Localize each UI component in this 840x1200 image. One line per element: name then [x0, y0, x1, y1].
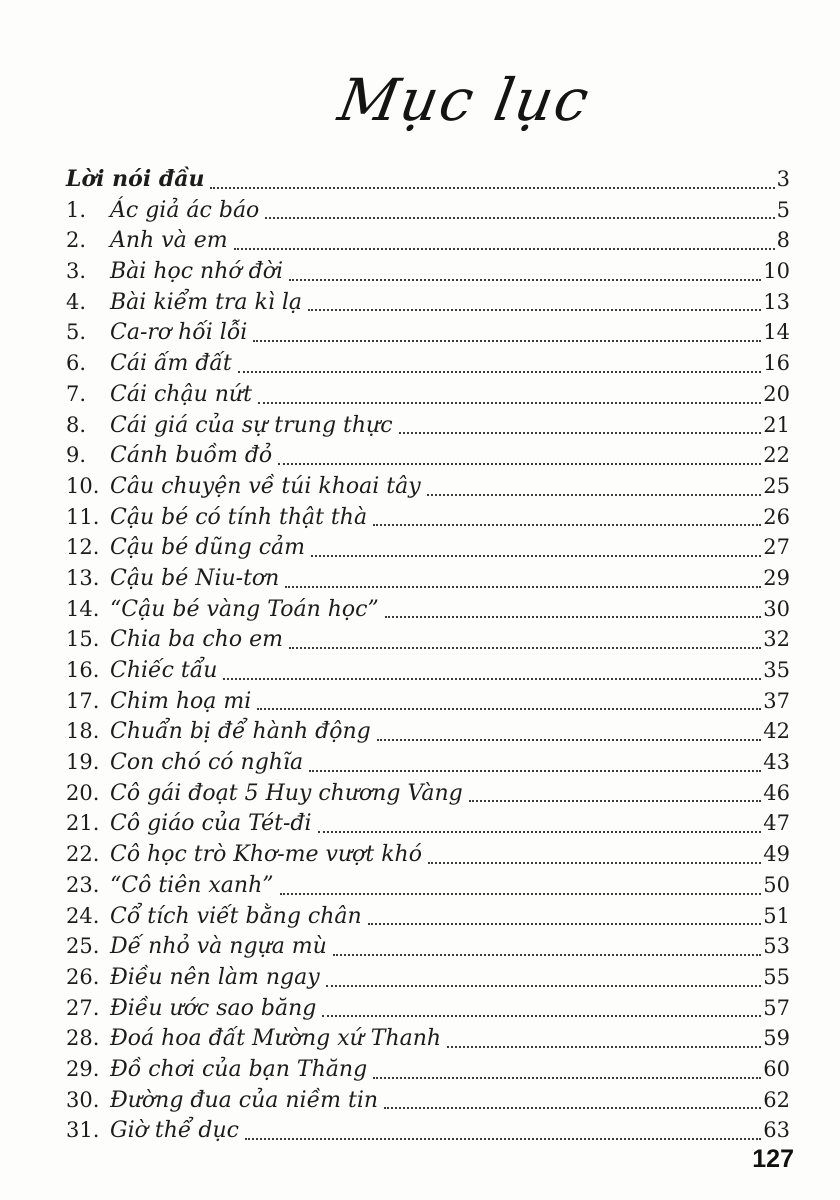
entry-page-number: 46 [763, 780, 790, 805]
dot-leader [377, 739, 762, 741]
toc-entry-row [66, 348, 790, 379]
entry-number: 18. [66, 719, 100, 744]
entry-number: 11. [66, 504, 100, 529]
entry-number: 1. [66, 197, 87, 222]
dot-leader [253, 340, 761, 342]
entry-page-number: 49 [763, 842, 790, 867]
toc-entry-row [66, 410, 790, 441]
entry-number: 3. [66, 259, 87, 284]
toc-entry-row [66, 655, 790, 686]
dot-leader [373, 524, 761, 526]
entry-title: Cái giá của sự trung thực [110, 412, 393, 438]
entry-title: Cổ tích viết bằng chân [110, 903, 362, 929]
entry-title: Chim hoạ mi [110, 688, 252, 714]
dot-leader [428, 862, 761, 864]
toc-list [66, 164, 790, 1146]
entry-page-number: 63 [763, 1118, 790, 1143]
toc-entry-row [66, 225, 790, 256]
entry-page-number: 10 [763, 259, 790, 284]
entry-page-number: 47 [763, 811, 790, 836]
entry-title: Cái ấm đất [110, 351, 232, 377]
entry-number: 21. [66, 811, 100, 836]
dot-leader [278, 463, 761, 465]
dot-leader [245, 1138, 761, 1140]
entry-title: Đồ chơi của bạn Thăng [110, 1056, 368, 1082]
entry-title: Cánh buồm đỏ [110, 443, 273, 469]
entry-number: 24. [66, 903, 100, 928]
toc-entry-row [66, 532, 790, 563]
dot-leader [258, 402, 761, 404]
entry-number: 22. [66, 842, 100, 867]
dot-leader [308, 309, 761, 311]
entry-title: Bài kiểm tra kì lạ [110, 289, 303, 315]
dot-leader [322, 1015, 761, 1017]
entry-page-number: 42 [763, 719, 790, 744]
toc-entry-row [66, 686, 790, 717]
entry-page-number: 21 [763, 412, 790, 437]
entry-title: Cậu bé dũng cảm [110, 535, 306, 561]
dot-leader [385, 616, 762, 618]
dot-leader [223, 678, 761, 680]
entry-page-number: 43 [763, 750, 790, 775]
toc-entry-row [66, 931, 790, 962]
dot-leader [333, 954, 761, 956]
entry-page-number: 29 [763, 565, 790, 590]
toc-entry-row [66, 471, 790, 502]
entry-page-number: 13 [763, 289, 790, 314]
dot-leader [234, 248, 775, 250]
entry-number: 13. [66, 565, 100, 590]
entry-title: Ác giả ác báo [110, 197, 260, 223]
entry-page-number: 22 [763, 443, 790, 468]
entry-page-number: 55 [763, 964, 790, 989]
dot-leader [469, 800, 762, 802]
entry-page-number: 51 [763, 903, 790, 928]
toc-entry-row [66, 563, 790, 594]
dot-leader [289, 647, 761, 649]
entry-page-number: 5 [776, 197, 790, 222]
entry-title: Dế nhỏ và ngựa mù [110, 934, 327, 960]
page-number: 127 [752, 1145, 794, 1173]
entry-number: 20. [66, 780, 100, 805]
entry-page-number: 26 [763, 504, 790, 529]
entry-title: Cô gái đoạt 5 Huy chương Vàng [110, 780, 463, 806]
preface-page-number: 3 [776, 167, 790, 191]
entry-page-number: 50 [763, 872, 790, 897]
dot-leader [427, 494, 762, 496]
entry-title: Con chó có nghĩa [110, 750, 304, 776]
entry-title: Đoá hoa đất Mường xứ Thanh [110, 1026, 442, 1052]
toc-entry-row [66, 1023, 790, 1054]
entry-number: 9. [66, 443, 87, 468]
entry-page-number: 37 [763, 688, 790, 713]
toc-entry-row [66, 440, 790, 471]
entry-number: 7. [66, 381, 87, 406]
entry-title: Cậu bé Niu-tơn [110, 565, 280, 591]
dot-leader [289, 279, 761, 281]
entry-page-number: 32 [763, 627, 790, 652]
entry-title: Chuẩn bị để hành động [110, 719, 371, 745]
entry-number: 10. [66, 473, 100, 498]
toc-entry-row [66, 502, 790, 533]
toc-entry-row [66, 901, 790, 932]
dot-leader [238, 371, 762, 373]
toc-preface-row [66, 164, 790, 195]
entry-title: Ca-rơ hối lỗi [110, 320, 248, 346]
entry-page-number: 25 [763, 473, 790, 498]
preface-label: Lời nói đầu [66, 166, 205, 192]
dot-leader [309, 770, 761, 772]
dot-leader [368, 923, 762, 925]
entry-page-number: 53 [763, 934, 790, 959]
toc-entry-row [66, 778, 790, 809]
entry-number: 17. [66, 688, 100, 713]
entry-number: 26. [66, 964, 100, 989]
dot-leader [210, 187, 774, 189]
dot-leader [257, 708, 761, 710]
toc-entry-row [66, 317, 790, 348]
entry-number: 2. [66, 228, 87, 253]
entry-number: 14. [66, 596, 100, 621]
entry-title: “Cậu bé vàng Toán học” [110, 596, 379, 622]
dot-leader [326, 985, 762, 987]
entry-number: 5. [66, 320, 87, 345]
entry-number: 31. [66, 1118, 100, 1143]
toc-entry-row [66, 379, 790, 410]
entry-number: 8. [66, 412, 87, 437]
entry-number: 6. [66, 351, 87, 376]
dot-leader [265, 217, 774, 219]
entry-number: 15. [66, 627, 100, 652]
toc-entry-row [66, 287, 790, 318]
entry-title: Bài học nhớ đời [110, 259, 283, 285]
entry-title: Anh và em [110, 228, 228, 254]
entry-title: Chia ba cho em [110, 627, 283, 653]
toc-entry-row [66, 839, 790, 870]
dot-leader [280, 893, 762, 895]
toc-entry-row [66, 624, 790, 655]
entry-title: Cậu bé có tính thật thà [110, 504, 368, 530]
toc-entry-row [66, 716, 790, 747]
entry-number: 28. [66, 1026, 100, 1051]
entry-number: 12. [66, 535, 100, 560]
dot-leader [311, 555, 761, 557]
entry-page-number: 27 [763, 535, 790, 560]
dot-leader [285, 586, 761, 588]
entry-number: 25. [66, 934, 100, 959]
entry-title: “Cô tiên xanh” [110, 872, 274, 898]
entry-title: Đường đua của niềm tin [110, 1087, 379, 1113]
entry-page-number: 8 [776, 228, 790, 253]
entry-page-number: 16 [763, 351, 790, 376]
toc-entry-row [66, 747, 790, 778]
toc-entries [66, 195, 790, 1146]
entry-number: 29. [66, 1056, 100, 1081]
entry-number: 27. [66, 995, 100, 1020]
entry-number: 30. [66, 1087, 100, 1112]
dot-leader [384, 1107, 761, 1109]
entry-page-number: 59 [763, 1026, 790, 1051]
toc-entry-row [66, 1115, 790, 1146]
toc-entry-row [66, 256, 790, 287]
entry-number: 23. [66, 872, 100, 897]
entry-title: Cô học trò Khơ-me vượt khó [110, 842, 422, 868]
entry-page-number: 14 [763, 320, 790, 345]
entry-title: Giờ thể dục [110, 1118, 239, 1144]
entry-title: Câu chuyện về túi khoai tây [110, 473, 421, 499]
toc-entry-row [66, 195, 790, 226]
entry-page-number: 35 [763, 658, 790, 682]
toc-entry-row [66, 870, 790, 901]
entry-title: Điều nên làm ngay [110, 964, 320, 990]
dot-leader [373, 1077, 761, 1079]
page-title: Mục lục [333, 66, 596, 134]
toc-entry-row [66, 594, 790, 625]
toc-entry-row [66, 1054, 790, 1085]
entry-page-number: 62 [763, 1087, 790, 1112]
entry-number: 16. [66, 658, 100, 682]
entry-page-number: 60 [763, 1056, 790, 1081]
entry-number: 19. [66, 750, 100, 775]
toc-entry-row [66, 1085, 790, 1116]
entry-page-number: 20 [763, 381, 790, 406]
entry-title: Cái chậu nứt [110, 381, 252, 407]
toc-entry-row [66, 808, 790, 839]
entry-page-number: 57 [763, 995, 790, 1020]
entry-title: Điều ước sao băng [110, 995, 317, 1021]
entry-title: Cô giáo của Tét-đi [110, 811, 312, 837]
entry-page-number: 30 [763, 596, 790, 621]
entry-number: 4. [66, 289, 87, 314]
toc-entry-row [66, 993, 790, 1024]
entry-title: Chiếc tẩu [110, 658, 218, 683]
dot-leader [399, 432, 762, 434]
dot-leader [447, 1046, 761, 1048]
toc-entry-row [66, 962, 790, 993]
dot-leader [318, 831, 762, 833]
